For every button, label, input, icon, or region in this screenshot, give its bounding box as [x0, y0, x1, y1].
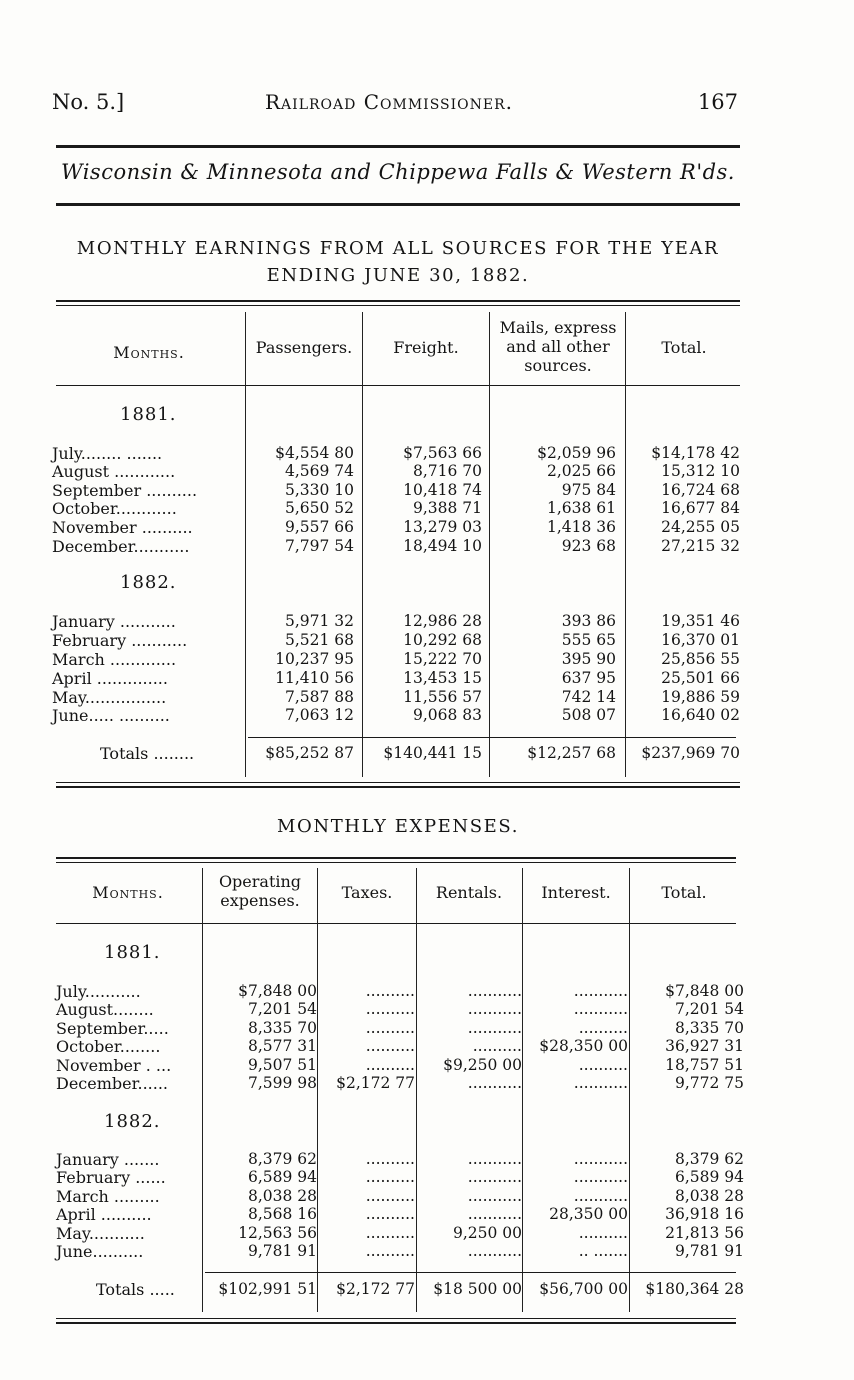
earnings-top-rule-thin — [56, 305, 740, 306]
expenses-rentals: $9,250 00 — [443, 1056, 522, 1074]
earnings-mails: $2,059 96 — [537, 444, 616, 462]
expenses-interest: ........... — [573, 1150, 628, 1168]
expenses-interest: ........... — [573, 1074, 628, 1092]
earnings-total-mails: $12,257 68 — [527, 744, 616, 762]
expenses-total: 36,918 16 — [665, 1205, 744, 1223]
earnings-total-freight: $140,441 15 — [383, 744, 482, 762]
expenses-taxes: .......... — [365, 1242, 415, 1260]
earnings-year-1882: 1882. — [120, 572, 177, 593]
earnings-total: 25,501 66 — [661, 669, 740, 687]
expenses-rentals: ........... — [467, 1150, 522, 1168]
expenses-total: 8,379 62 — [674, 1150, 744, 1168]
earnings-month: July........ ....... — [52, 444, 163, 463]
earnings-total: 27,215 32 — [661, 537, 740, 555]
earnings-passengers: 5,971 32 — [284, 612, 354, 630]
expenses-taxes: .......... — [365, 1168, 415, 1186]
expenses-header-rentals: Rentals. — [435, 883, 503, 902]
expenses-taxes: .......... — [365, 1224, 415, 1242]
earnings-divider-2 — [362, 312, 363, 777]
expenses-operating: 8,568 16 — [247, 1205, 317, 1223]
expenses-operating: 7,599 98 — [247, 1074, 317, 1092]
expenses-rentals: ........... — [467, 1187, 522, 1205]
expenses-operating: $7,848 00 — [238, 982, 317, 1000]
earnings-month: April .............. — [52, 669, 168, 688]
earnings-mails: 742 14 — [561, 688, 616, 706]
expenses-operating: 9,507 51 — [247, 1056, 317, 1074]
expenses-bottom-rule-thick — [56, 1322, 736, 1324]
earnings-header-mails: Mails, express and all other sources. — [499, 318, 617, 375]
expenses-taxes: .......... — [365, 1056, 415, 1074]
expenses-month: December...... — [56, 1074, 169, 1093]
expenses-total: 7,201 54 — [674, 1000, 744, 1018]
earnings-passengers: 7,797 54 — [284, 537, 354, 555]
header-rule — [56, 145, 740, 148]
earnings-month: March ............. — [52, 650, 177, 669]
earnings-passengers: 10,237 95 — [275, 650, 354, 668]
earnings-month: August ............ — [52, 462, 176, 481]
subtitle: Wisconsin & Minnesota and Chippewa Falls & Western R'ds. — [61, 160, 735, 184]
expenses-total: 6,589 94 — [674, 1168, 744, 1186]
earnings-total-passengers: $85,252 87 — [265, 744, 354, 762]
expenses-divider-4 — [522, 868, 523, 1312]
expenses-bottom-rule — [56, 1318, 736, 1319]
earnings-total: 16,724 68 — [661, 481, 740, 499]
earnings-mails: 1,418 36 — [546, 518, 616, 536]
expenses-rentals: ........... — [467, 982, 522, 1000]
expenses-operating: 8,335 70 — [247, 1019, 317, 1037]
earnings-title-line1: MONTHLY EARNINGS FROM ALL SOURCES FOR THE YEAR — [76, 238, 720, 259]
expenses-header-taxes: Taxes. — [341, 883, 393, 902]
earnings-header-total: Total. — [661, 338, 707, 357]
earnings-freight: 13,453 15 — [403, 669, 482, 687]
earnings-total: $14,178 42 — [651, 444, 740, 462]
earnings-month: May................ — [52, 688, 167, 707]
earnings-mails: 923 68 — [561, 537, 616, 555]
expenses-interest: ........... — [573, 1168, 628, 1186]
expenses-divider-3 — [416, 868, 417, 1312]
expenses-title: MONTHLY EXPENSES. — [276, 816, 520, 837]
expenses-total: $7,848 00 — [665, 982, 744, 1000]
earnings-year-1881: 1881. — [120, 404, 177, 425]
expenses-month: June.......... — [56, 1242, 144, 1261]
expenses-total: 9,781 91 — [674, 1242, 744, 1260]
expenses-total-rentals: $18 500 00 — [433, 1280, 522, 1298]
expenses-operating: 8,038 28 — [247, 1187, 317, 1205]
expenses-sum-rule — [205, 1272, 736, 1273]
earnings-freight: 9,068 83 — [412, 706, 482, 724]
expenses-month: January ....... — [56, 1150, 160, 1169]
expenses-total-operating: $102,991 51 — [218, 1280, 317, 1298]
expenses-total-taxes: $2,172 77 — [336, 1280, 415, 1298]
earnings-month: September .......... — [52, 481, 198, 500]
earnings-total: 19,886 59 — [661, 688, 740, 706]
expenses-month: September..... — [56, 1019, 169, 1038]
earnings-mails: 1,638 61 — [546, 499, 616, 517]
expenses-rentals: ........... — [467, 1000, 522, 1018]
expenses-operating: 6,589 94 — [247, 1168, 317, 1186]
expenses-header-total: Total. — [661, 883, 707, 902]
earnings-mails: 395 90 — [561, 650, 616, 668]
expenses-month: October........ — [56, 1037, 161, 1056]
expenses-operating: 8,379 62 — [247, 1150, 317, 1168]
earnings-month: December........... — [52, 537, 190, 556]
expenses-totals-label: Totals ..... — [96, 1280, 175, 1299]
earnings-divider-1 — [245, 312, 246, 777]
expenses-rentals: ........... — [467, 1205, 522, 1223]
expenses-taxes: .......... — [365, 1037, 415, 1055]
expenses-operating: 9,781 91 — [247, 1242, 317, 1260]
earnings-total: 15,312 10 — [661, 462, 740, 480]
expenses-rentals: ........... — [467, 1242, 522, 1260]
expenses-taxes: .......... — [365, 1205, 415, 1223]
earnings-month: February ........... — [52, 631, 188, 650]
expenses-interest: $28,350 00 — [539, 1037, 628, 1055]
earnings-month: June..... .......... — [52, 706, 170, 725]
earnings-top-rule — [56, 300, 740, 302]
earnings-freight: 9,388 71 — [412, 499, 482, 517]
expenses-divider-2 — [317, 868, 318, 1312]
expenses-operating: 8,577 31 — [247, 1037, 317, 1055]
expenses-interest: ........... — [573, 1187, 628, 1205]
earnings-passengers: 5,330 10 — [284, 481, 354, 499]
expenses-total: 8,335 70 — [674, 1019, 744, 1037]
earnings-header-rule — [56, 385, 740, 386]
expenses-month: April .......... — [56, 1205, 152, 1224]
expenses-taxes: .......... — [365, 1187, 415, 1205]
expenses-total: 21,813 56 — [665, 1224, 744, 1242]
earnings-sum-rule — [248, 737, 736, 738]
earnings-header-passengers: Passengers. — [255, 338, 353, 357]
earnings-divider-3 — [489, 312, 490, 777]
expenses-rentals: ........... — [467, 1074, 522, 1092]
expenses-rentals: 9,250 00 — [452, 1224, 522, 1242]
earnings-passengers: 4,569 74 — [284, 462, 354, 480]
earnings-mails: 508 07 — [561, 706, 616, 724]
expenses-month: August........ — [56, 1000, 154, 1019]
earnings-freight: 12,986 28 — [403, 612, 482, 630]
earnings-bottom-rule-thick — [56, 786, 740, 788]
page-number: 167 — [697, 90, 738, 114]
expenses-interest: .......... — [578, 1224, 628, 1242]
expenses-month: February ...... — [56, 1168, 166, 1187]
expenses-total: 36,927 31 — [665, 1037, 744, 1055]
expenses-top-rule — [56, 857, 736, 859]
expenses-taxes: .......... — [365, 1019, 415, 1037]
expenses-year-1881: 1881. — [104, 942, 161, 963]
expenses-total: 18,757 51 — [665, 1056, 744, 1074]
earnings-mails: 2,025 66 — [546, 462, 616, 480]
expenses-month: July........... — [56, 982, 141, 1001]
expenses-header-rule — [56, 923, 736, 924]
expenses-divider-1 — [202, 868, 203, 1312]
expenses-interest: .. ....... — [578, 1242, 628, 1260]
earnings-divider-4 — [625, 312, 626, 777]
expenses-rentals: .......... — [472, 1037, 522, 1055]
earnings-freight: 11,556 57 — [403, 688, 482, 706]
earnings-mails: 975 84 — [561, 481, 616, 499]
expenses-operating: 12,563 56 — [238, 1224, 317, 1242]
expenses-top-rule-thin — [56, 862, 736, 863]
earnings-month: January ........... — [52, 612, 176, 631]
earnings-passengers: 11,410 56 — [275, 669, 354, 687]
earnings-header-months: Months. — [113, 343, 185, 362]
expenses-divider-5 — [629, 868, 630, 1312]
earnings-passengers: 9,557 66 — [284, 518, 354, 536]
expenses-interest: 28,350 00 — [549, 1205, 628, 1223]
expenses-interest: .......... — [578, 1019, 628, 1037]
expenses-month: November . ... — [56, 1056, 172, 1075]
earnings-total: 16,677 84 — [661, 499, 740, 517]
expenses-total-interest: $56,700 00 — [539, 1280, 628, 1298]
earnings-mails: 393 86 — [561, 612, 616, 630]
expenses-operating: 7,201 54 — [247, 1000, 317, 1018]
expenses-total-total: $180,364 28 — [645, 1280, 744, 1298]
expenses-taxes: .......... — [365, 1150, 415, 1168]
expenses-total: 8,038 28 — [674, 1187, 744, 1205]
earnings-passengers: 7,063 12 — [284, 706, 354, 724]
earnings-mails: 637 95 — [561, 669, 616, 687]
earnings-freight: 10,418 74 — [403, 481, 482, 499]
expenses-header-operating: Operating expenses. — [218, 872, 302, 910]
earnings-total: 16,640 02 — [661, 706, 740, 724]
earnings-bottom-rule — [56, 782, 740, 783]
earnings-passengers: $4,554 80 — [275, 444, 354, 462]
earnings-freight: 13,279 03 — [403, 518, 482, 536]
earnings-month: November .......... — [52, 518, 193, 537]
expenses-year-1882: 1882. — [104, 1111, 161, 1132]
expenses-total: 9,772 75 — [674, 1074, 744, 1092]
earnings-freight: 10,292 68 — [403, 631, 482, 649]
earnings-total-total: $237,969 70 — [641, 744, 740, 762]
earnings-freight: 8,716 70 — [412, 462, 482, 480]
earnings-header-freight: Freight. — [393, 338, 459, 357]
expenses-rentals: ........... — [467, 1168, 522, 1186]
earnings-total: 25,856 55 — [661, 650, 740, 668]
earnings-passengers: 5,650 52 — [284, 499, 354, 517]
earnings-freight: $7,563 66 — [403, 444, 482, 462]
expenses-month: May........... — [56, 1224, 145, 1243]
earnings-total: 16,370 01 — [661, 631, 740, 649]
expenses-interest: ........... — [573, 1000, 628, 1018]
earnings-passengers: 5,521 68 — [284, 631, 354, 649]
earnings-freight: 18,494 10 — [403, 537, 482, 555]
expenses-rentals: ........... — [467, 1019, 522, 1037]
expenses-taxes: .......... — [365, 982, 415, 1000]
expenses-interest: ........... — [573, 982, 628, 1000]
earnings-month: October............ — [52, 499, 177, 518]
expenses-header-months: Months. — [92, 883, 164, 902]
page-number-section: No. 5.] — [52, 90, 125, 114]
expenses-taxes: .......... — [365, 1000, 415, 1018]
earnings-freight: 15,222 70 — [403, 650, 482, 668]
earnings-title-line2: ENDING JUNE 30, 1882. — [266, 265, 530, 286]
earnings-totals-label: Totals ........ — [100, 744, 195, 763]
expenses-taxes: $2,172 77 — [336, 1074, 415, 1092]
earnings-total: 24,255 05 — [661, 518, 740, 536]
expenses-interest: .......... — [578, 1056, 628, 1074]
running-title: Railroad Commissioner. — [265, 90, 513, 114]
earnings-passengers: 7,587 88 — [284, 688, 354, 706]
expenses-header-interest: Interest. — [541, 883, 611, 902]
expenses-month: March ......... — [56, 1187, 160, 1206]
subtitle-rule — [56, 203, 740, 206]
earnings-mails: 555 65 — [561, 631, 616, 649]
earnings-total: 19,351 46 — [661, 612, 740, 630]
